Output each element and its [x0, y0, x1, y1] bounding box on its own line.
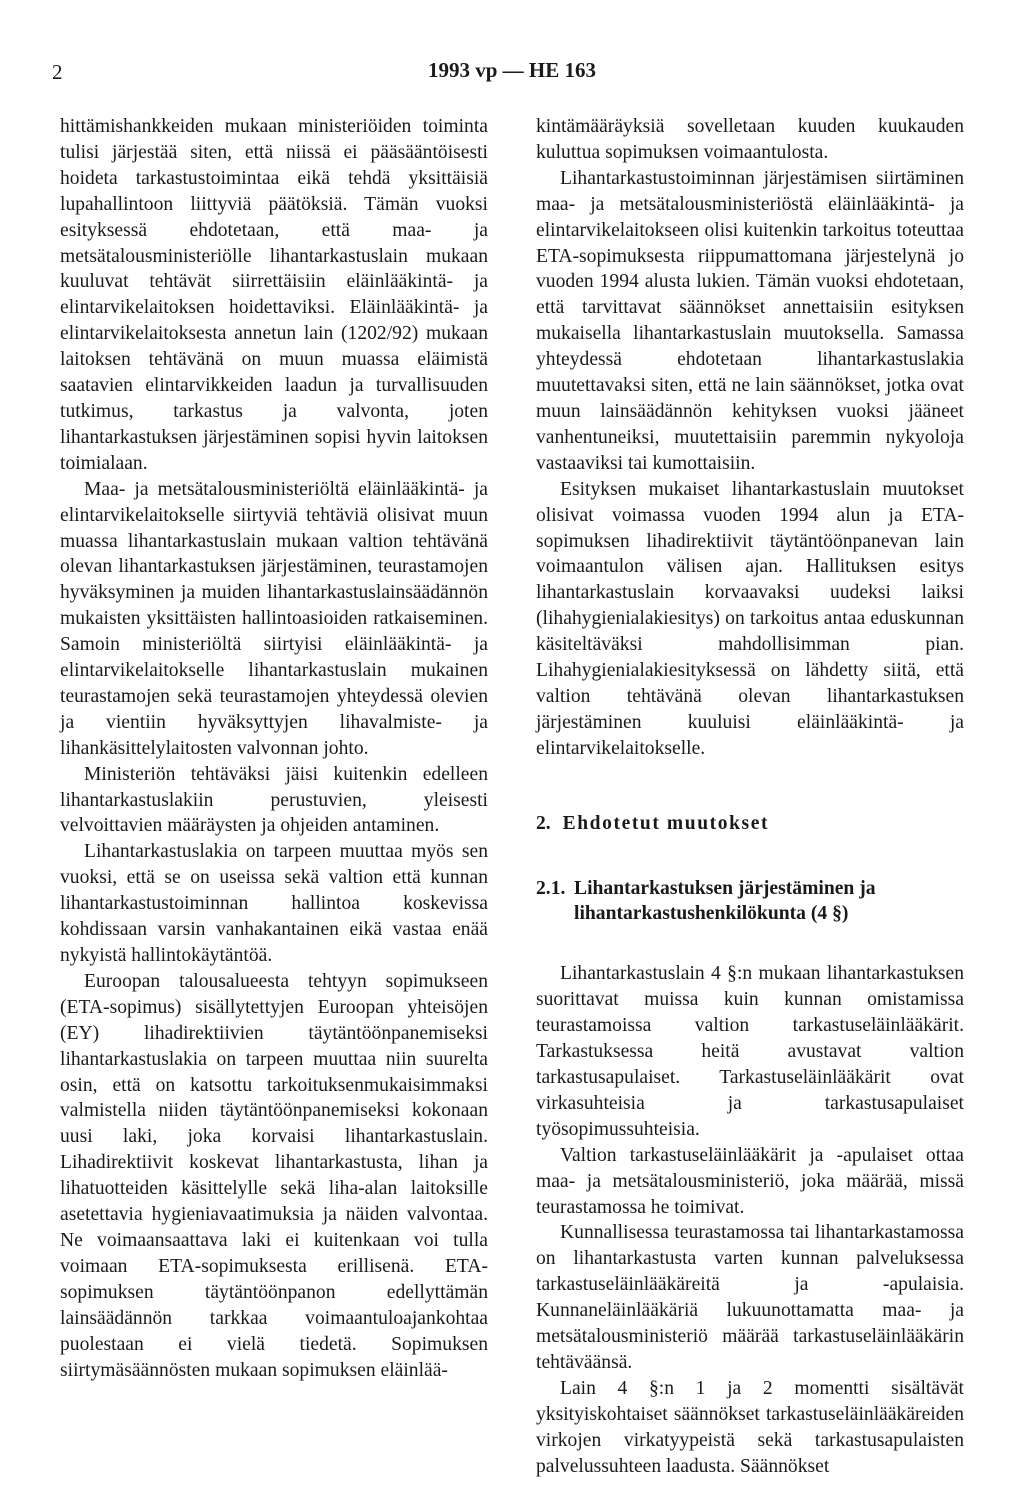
- subsection-number: 2.1.: [536, 877, 566, 899]
- subsection-heading: [536, 876, 964, 928]
- subsection-title: Lihantarkastuksen järjestäminen ja lihantarkastushenkilökunta (4 §): [574, 877, 876, 925]
- paragraph: Lain 4 §:n 1 ja 2 momentti sisältävät yksityiskohtaiset säännökset tarkastuseläinlääkäreiden virkojen virkatyypeistä sekä tarkastusapulaisten palvelussuhteen laadusta. Säännökset: [536, 1377, 964, 1477]
- paragraph: Maa- ja metsätalousministeriöltä eläinlääkintä- ja elintarvikelaitokselle siirtyviä tehtäviä olisivat muun muassa lihantarkastuslain mukaan valtion tehtävänä olevan lihantarkastuksen järjestäminen, teurastamojen hyväksyminen ja muiden lihantarkastuslainsäädännön mukaisten yksittäisten hallintoasioiden ratkaiseminen. Samoin ministeriöltä siirtyisi eläinlääkintä- ja elintarvikelaitokselle lihantarkastuslain mukainen teurastamojen sekä teurastamojen yhteydessä olevien ja vientiin hyväksyttyjen lihavalmiste- ja lihankäsittelylaitosten valvonnan johto.: [60, 478, 488, 759]
- paragraph: kintämääräyksiä sovelletaan kuuden kuukauden kuluttua sopimuksen voimaantulosta.: [536, 116, 964, 163]
- left-column: [60, 114, 488, 1383]
- section-title: Ehdotetut muutokset: [562, 812, 770, 834]
- paragraph: Lihantarkastuslain 4 §:n mukaan lihantarkastuksen suorittavat muissa kuin kunnan omistamissa teurastamoissa valtion tarkastuseläinlääkärit. Tarkastuksessa heitä avustavat valtion tarkastusapulaiset. Tarkastuseläinlääkärit ovat virkasuhteisia ja tarkastusapulaiset työsopimussuhteisia.: [536, 963, 964, 1140]
- paragraph: Valtion tarkastuseläinlääkärit ja -apulaiset ottaa maa- ja metsätalousministeriö, joka määrää, missä teurastamossa he toimivat.: [536, 1144, 964, 1218]
- section-heading: [536, 811, 964, 837]
- paragraph: Lihantarkastuslakia on tarpeen muuttaa myös sen vuoksi, että se on useissa sekä valtion että kunnan lihantarkastustoiminnan hallintoa koskevissa kohdissaan varsin vanhakantainen eikä vastaa enää nykyistä hallintokäytäntöä.: [60, 841, 488, 966]
- paragraph: Kunnallisessa teurastamossa tai lihantarkastamossa on lihantarkastusta varten kunnan palveluksessa tarkastuseläinlääkäreitä ja -apulaisia. Kunnaneläinlääkäriä lukuunottamatta maa- ja metsätalousministeriö määrää tarkastuseläinlääkärin tehtäväänsä.: [536, 1222, 964, 1373]
- paragraph: Esityksen mukaiset lihantarkastuslain muutokset olisivat voimassa vuoden 1994 alun ja ETA-sopimuksen lihadirektiivit täytäntöönpanevan lain voimaantulon välisen ajan. Hallituksen esitys lihantarkastuslain korvaavaksi uudeksi laiksi (lihahygienialakiesitys) on tarkoitus antaa eduskunnan käsiteltäväksi mahdollisimman pian. Lihahygienialakiesityksessä on lähdetty siitä, että valtion tehtävänä olevan lihantarkastuksen järjestäminen kuuluisi eläinlääkintä- ja elintarvikelaitokselle.: [536, 478, 964, 759]
- paragraph: hittämishankkeiden mukaan ministeriöiden toiminta tulisi järjestää siten, että niissä ei pääsääntöisesti hoideta tarkastustoimintaa eikä tehdä yksittäisiä lupahallintoon liittyviä päätöksiä. Tämän vuoksi esityksessä ehdotetaan, että maa- ja metsätalousministeriölle lihantarkastuslain mukaan kuuluvat tehtävät siirrettäisiin eläinlääkintä- ja elintarvikelaitoksen hoidettaviksi. Eläinlääkintä- ja elintarvikelaitoksesta annetun lain (1202/92) mukaan laitoksen tehtävänä on muun muassa eläimistä saatavien elintarvikkeiden laadun ja turvallisuuden tutkimus, tarkastus ja valvonta, joten lihantarkastuksen järjestäminen sopisi hyvin laitoksen toimialaan.: [60, 116, 488, 474]
- right-column: [536, 114, 964, 1480]
- section-number: 2.: [536, 812, 551, 834]
- running-head: 1993 vp — HE 163: [427, 58, 597, 82]
- paragraph: Lihantarkastustoiminnan järjestämisen siirtäminen maa- ja metsätalousministeriöstä eläinlääkintä- ja elintarvikelaitokseen olisi kuitenkin tarkoitus toteuttaa ETA-sopimuksesta riippumattomana järjestelynä jo vuoden 1994 alusta lukien. Tämän vuoksi ehdotetaan, että tarvittavat säännökset annettaisiin esityksen mukaisella lihantarkastuslain muutoksella. Samassa yhteydessä ehdotetaan lihantarkastuslakia muutettavaksi siten, että ne lain säännökset, jotka ovat muun lainsäädännön kehityksen vuoksi jääneet vanhentuneiksi, muutettaisiin paremmin nykyoloja vastaaviksi tai kumottaisiin.: [536, 167, 964, 474]
- page-number: 2: [52, 60, 63, 84]
- paragraph: Euroopan talousalueesta tehtyyn sopimukseen (ETA-sopimus) sisällytettyjen Euroopan yhteisöjen (EY) lihadirektiivien täytäntöönpanemiseksi lihantarkastuslakia on tarpeen muuttaa niin suurelta osin, että on katsottu tarkoituksenmukaisimmaksi valmistella niiden täytäntöönpanemiseksi kokonaan uusi laki, joka korvaisi lihantarkastuslain. Lihadirektiivit koskevat lihantarkastusta, lihan ja lihatuotteiden käsittelylle sekä liha-alan laitoksille asetettavia hygieniavaatimuksia ja näiden valvontaa. Ne voimaansaattava laki ei kuitenkaan voi tulla voimaan ETA-sopimuksesta erillisenä. ETA-sopimuksen täytäntöönpanon edellyttämän lainsäädännön tarkkaa voimaantuloajankohtaa puolestaan ei vielä tiedetä. Sopimuksen siirtymäsäännösten mukaan sopimuksen eläinlää-: [60, 970, 488, 1381]
- paragraph: Ministeriön tehtäväksi jäisi kuitenkin edelleen lihantarkastuslakiin perustuvien, yleisesti velvoittavien määräysten ja ohjeiden antaminen.: [60, 763, 488, 837]
